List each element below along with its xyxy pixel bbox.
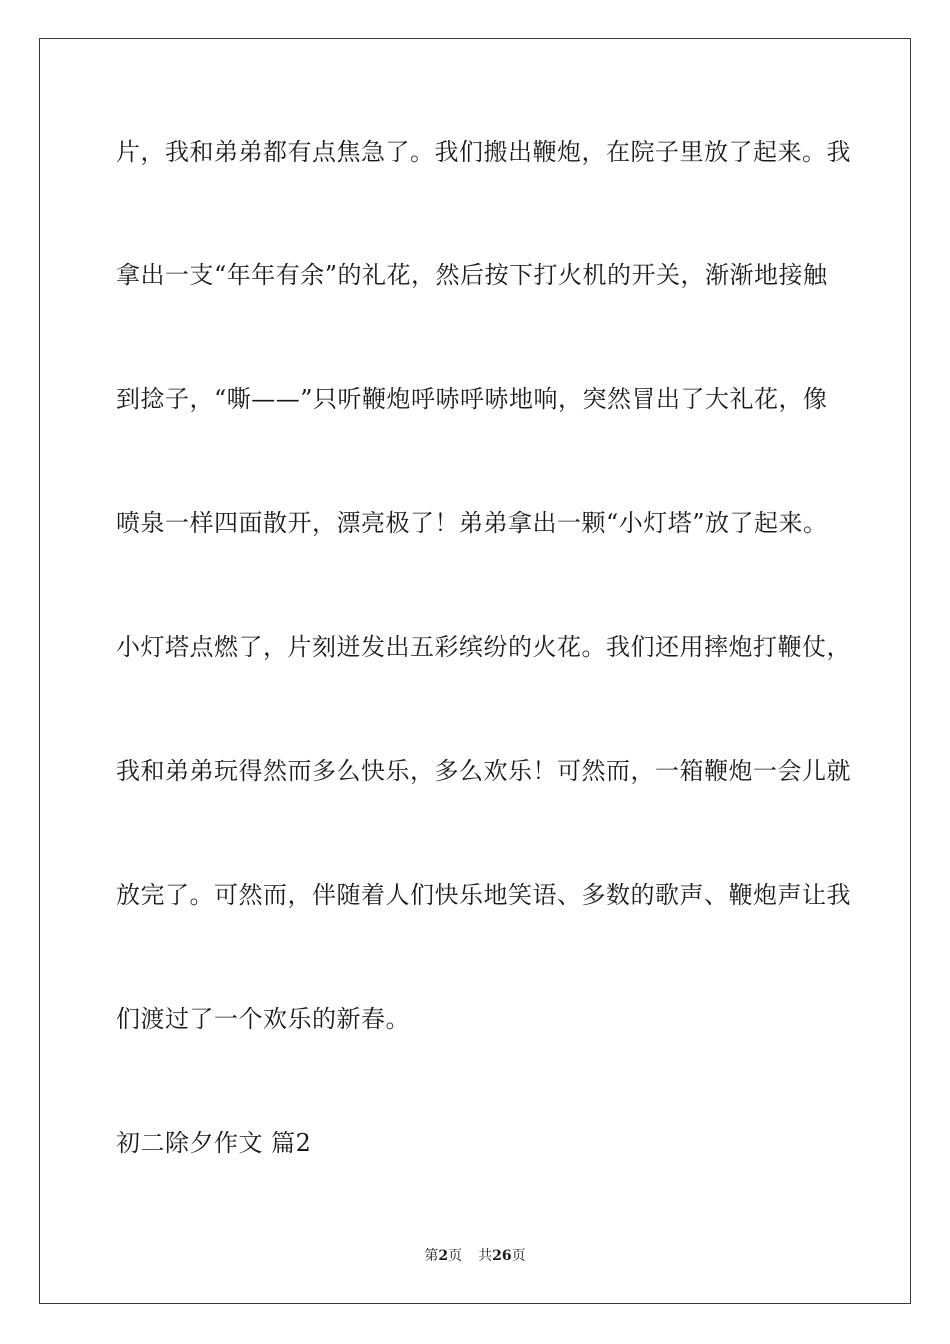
page-prefix: 第 [424,1248,439,1264]
page-footer [0,1247,950,1265]
paragraph-line: 们渡过了一个欢乐的新春。 [116,1005,410,1033]
page-border [39,38,911,1304]
total-suffix: 页 [511,1248,526,1264]
page-suffix: 页 [448,1248,463,1264]
paragraph-line: 到捻子，“嘶——”只听鞭炮呼哧呼哧地响，突然冒出了大礼花，像 [116,385,828,413]
paragraph-line: 放完了。可然而，伴随着人们快乐地笑语、多数的歌声、鞭炮声让我 [116,881,851,909]
paragraph-line: 片，我和弟弟都有点焦急了。我们搬出鞭炮，在院子里放了起来。我 [116,138,851,166]
total-pages: 26 [492,1248,512,1264]
paragraph-line: 小灯塔点燃了，片刻迸发出五彩缤纷的火花。我们还用摔炮打鞭仗， [116,633,851,661]
paragraph-line: 我和弟弟玩得然而多么快乐，多么欢乐！可然而，一箱鞭炮一会儿就 [116,757,851,785]
page-number: 2 [438,1248,449,1264]
paragraph-line: 拿出一支“年年有余”的礼花，然后按下打火机的开关，渐渐地接触 [116,261,828,289]
section-heading: 初二除夕作文 篇2 [116,1129,312,1157]
total-prefix: 共 [478,1248,493,1264]
paragraph-line: 喷泉一样四面散开，漂亮极了！弟弟拿出一颗“小灯塔”放了起来。 [116,509,828,537]
